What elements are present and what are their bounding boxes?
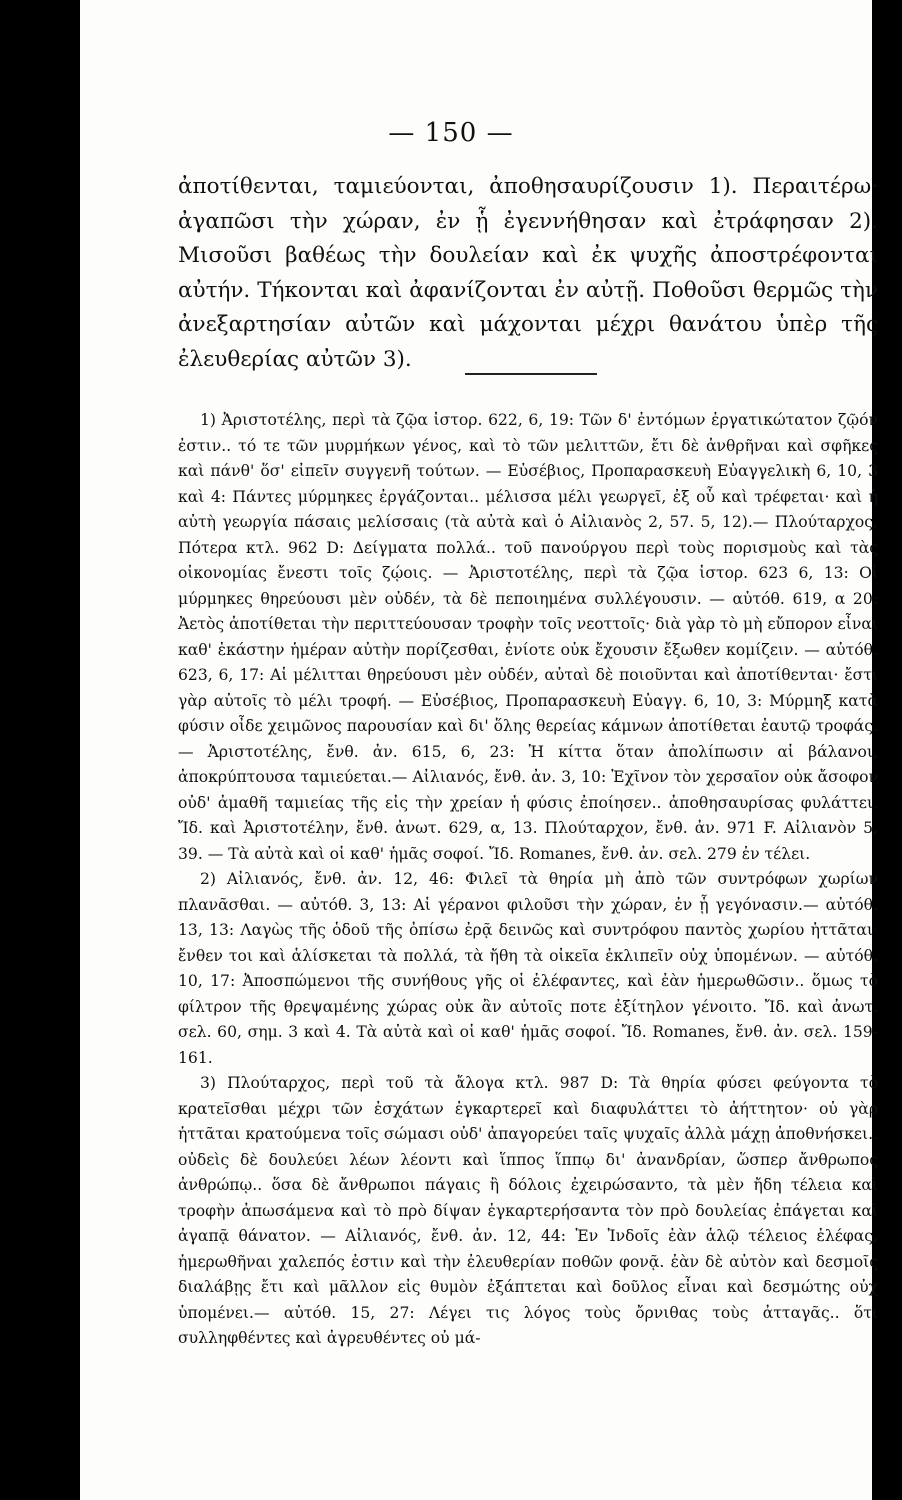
footnote-text: Ἀριστοτέλης, περὶ τὰ ζῷα ἱστορ. 622, 6, 19: Τῶν δ' ἐντόμων ἐργατικώτατον ζῷόν ἐστιν.. τό τε τῶν μυρμήκων γένος, καὶ τὸ τῶν μελιττῶν, ἔτι δὲ ἀνθρῆναι καὶ σφῆκες καὶ πάνθ' ὅσ' εἰπεῖν συγγενῆ τούτων. — Εὐσέβιος, Προπαρασκευὴ Εὐαγγελικὴ 6, 10, 3 καὶ 4: Πάντες μύρμηκες ἐργάζονται.. μέλισσα μέλι γεωργεῖ, ἐξ οὗ καὶ τρέφεται· καὶ ἡ αὐτὴ γεωργία πάσαις μελίσσαις (τὰ αὐτὰ καὶ ὁ Αἰλιανὸς 2, 57. 5, 12).— Πλούταρχος, Πότερα κτλ. 962 D: Δείγματα πολλά.. τοῦ πανούργου περὶ τοὺς πορισμοὺς καὶ τὰς οἰκονομίας ἔνεστι τοῖς ζῴοις. — Ἀριστοτέλης, περὶ τὰ ζῷα ἱστορ. 623 6, 13: Οἱ μύρμηκες θηρεύουσι μὲν οὐδέν, τὰ δὲ πεποιημένα συλλέγουσιν. — αὐτόθ. 619, α 20: Ἀετὸς ἀποτίθεται τὴν περιττεύουσαν τροφὴν τοῖς νεοττοῖς· διὰ γὰρ τὸ μὴ εὔπορον εἶναι καθ' ἑκάστην ἡμέραν αὐτὴν πορίζεσθαι, ἐνίοτε οὐκ ἔχουσιν ἔξωθεν κομίζειν. — αὐτόθ. 623, 6, 17: Αἱ μέλιτται θηρεύουσι μὲν οὐδέν, αὐταὶ δὲ ποιοῦνται καὶ ἀποτίθενται· ἔστι γὰρ αὐτοῖς τὸ μέλι τροφή. — Εὐσέβιος, Προπαρασκευὴ Εὐαγγ. 6, 10, 3: Μύρμηξ κατὰ φύσιν οἶδε χειμῶνος παρουσίαν καὶ δι' ὅλης θερείας κάμνων ἀποτίθεται ἑαυτῷ τροφάς. — Ἀριστοτέλης, ἔνθ. ἀν. 615, 6, 23: Ἡ κίττα ὅταν ἀπολίπωσιν αἱ βάλανοι, ἀποκρύπτουσα ταμιεύεται.— Αἰλιανός, ἔνθ. ἀν. 3, 10: Ἐχῖνον τὸν χερσαῖον οὐκ ἄσοφον οὐδ' ἀμαθῆ ταμιείας τῆς εἰς τὴν χρείαν ἡ φύσις ἐποίησεν.. ἀποθησαυρίσας φυλάττει. Ἴδ. καὶ Ἀριστοτέλην, ἔνθ. ἀνωτ. 629, α, 13. Πλούταρχον, ἔνθ. ἀν. 971 F. Αἰλιανὸν 5, 39. — Τὰ αὐτὰ καὶ οἱ καθ' ἡμᾶς σοφοί. Ἴδ. Romanes, ἔνθ. ἀν. σελ. 279 ἐν τέλει. bbox=[178, 411, 878, 863]
footnote-text: Αἰλιανός, ἔνθ. ἀν. 12, 46: Φιλεῖ τὰ θηρία μὴ ἀπὸ τῶν συντρόφων χωρίων πλανᾶσθαι. — αὐτόθ. 3, 13: Αἱ γέρανοι φιλοῦσι τὴν χώραν, ἐν ᾗ γεγόνασιν.— αὐτόθ. 13, 13: Λαγὼς τῆς ὁδοῦ τῆς ὀπίσω ἐρᾷ δεινῶς καὶ συντρόφου παντὸς χωρίου ἡττᾶται· ἔνθεν τοι καὶ ἁλίσκεται τὰ πολλά, τὰ ἤθη τὰ οἰκεῖα ἐκλιπεῖν οὐχ ὑπομένων. — αὐτόθ. 10, 17: Ἀποσπώμενοι τῆς συνήθους γῆς οἱ ἐλέφαντες, καὶ ἐὰν ἡμερωθῶσιν.. ὅμως τὸ φίλτρον τῆς θρεψαμένης χώρας οὐκ ἂν αὐτοῖς ποτε ἐξίτηλον γένοιτο. Ἴδ. καὶ ἀνωτ. σελ. 60, σημ. 3 καὶ 4. Τὰ αὐτὰ καὶ οἱ καθ' ἡμᾶς σοφοί. Ἴδ. Romanes, ἔνθ. ἀν. σελ. 159-161. bbox=[178, 870, 878, 1067]
main-paragraph: ἀποτίθενται, ταμιεύονται, ἀποθησαυρίζουσιν 1). Περαιτέρω· ἀγαπῶσι τὴν χώραν, ἐν ᾗ ἐγεννήθησαν καὶ ἐτράφησαν 2). Μισοῦσι βαθέως τὴν δουλείαν καὶ ἐκ ψυχῆς ἀποστρέφονται αὐτήν. Τήκονται καὶ ἀφανίζονται ἐν αὐτῇ. Ποθοῦσι θερμῶς τὴν ἀνεξαρτησίαν αὐτῶν καὶ μάχονται μέχρι θανάτου ὑπὲρ τῆς ἐλευθερίας αὐτῶν 3). bbox=[178, 174, 878, 372]
footnote-separator bbox=[465, 373, 597, 375]
page-number: — 150 — bbox=[388, 118, 514, 148]
footnote-marker: 3) bbox=[200, 1074, 217, 1092]
footnote-marker: 1) bbox=[200, 411, 217, 429]
footnote-marker: 2) bbox=[200, 870, 217, 888]
footnote-3 bbox=[178, 1071, 878, 1352]
footnotes bbox=[178, 408, 878, 1352]
main-text-block bbox=[178, 170, 878, 377]
footnote-text: Πλούταρχος, περὶ τοῦ τὰ ἄλογα κτλ. 987 D: Τὰ θηρία φύσει φεύγοντα τὸ κρατεῖσθαι μέχρι τῶν ἐσχάτων ἐγκαρτερεῖ καὶ διαφυλάττει τὸ ἀήττητον· οὐ γὰρ ἡττᾶται κρατούμενα τοῖς σώμασι οὐδ' ἀπαγορεύει ταῖς ψυχαῖς ἀλλὰ μάχῃ ἀποθνήσκει.. οὐδεὶς δὲ δουλεύει λέων λέοντι καὶ ἵππος ἵππῳ δι' ἀνανδρίαν, ὥσπερ ἄνθρωπος ἀνθρώπῳ.. ὅσα δὲ ἄνθρωποι πάγαις ἢ δόλοις ἐχειρώσαντο, τὰ μὲν ἤδη τέλεια καὶ τροφὴν ἀπωσάμενα καὶ τὸ πρὸ δίψαν ἐγκαρτερήσαντα τὸν πρὸ δουλείας ἐπάγεται καὶ ἀγαπᾷ θάνατον. — Αἰλιανός, ἔνθ. ἀν. 12, 44: Ἐν Ἰνδοῖς ἐὰν ἁλῷ τέλειος ἐλέφας, ἡμερωθῆναι χαλεπός ἐστιν καὶ τὴν ἐλευθερίαν ποθῶν φονᾷ. ἐὰν δὲ αὐτὸν καὶ δεσμοῖς διαλάβῃς ἔτι καὶ μᾶλλον εἰς θυμὸν ἐξάπτεται καὶ δοῦλος εἶναι καὶ δεσμώτης οὐχ ὑπομένει.— αὐτόθ. 15, 27: Λέγει τις λόγος τοὺς ὄρνιθας τοὺς ἀτταγᾶς.. ὅτι συλληφθέντες καὶ ἀγρευθέντες οὐ μά- bbox=[178, 1074, 878, 1347]
footnote-2 bbox=[178, 867, 878, 1071]
footnote-1 bbox=[178, 408, 878, 867]
scan-left-edge bbox=[0, 0, 80, 1500]
